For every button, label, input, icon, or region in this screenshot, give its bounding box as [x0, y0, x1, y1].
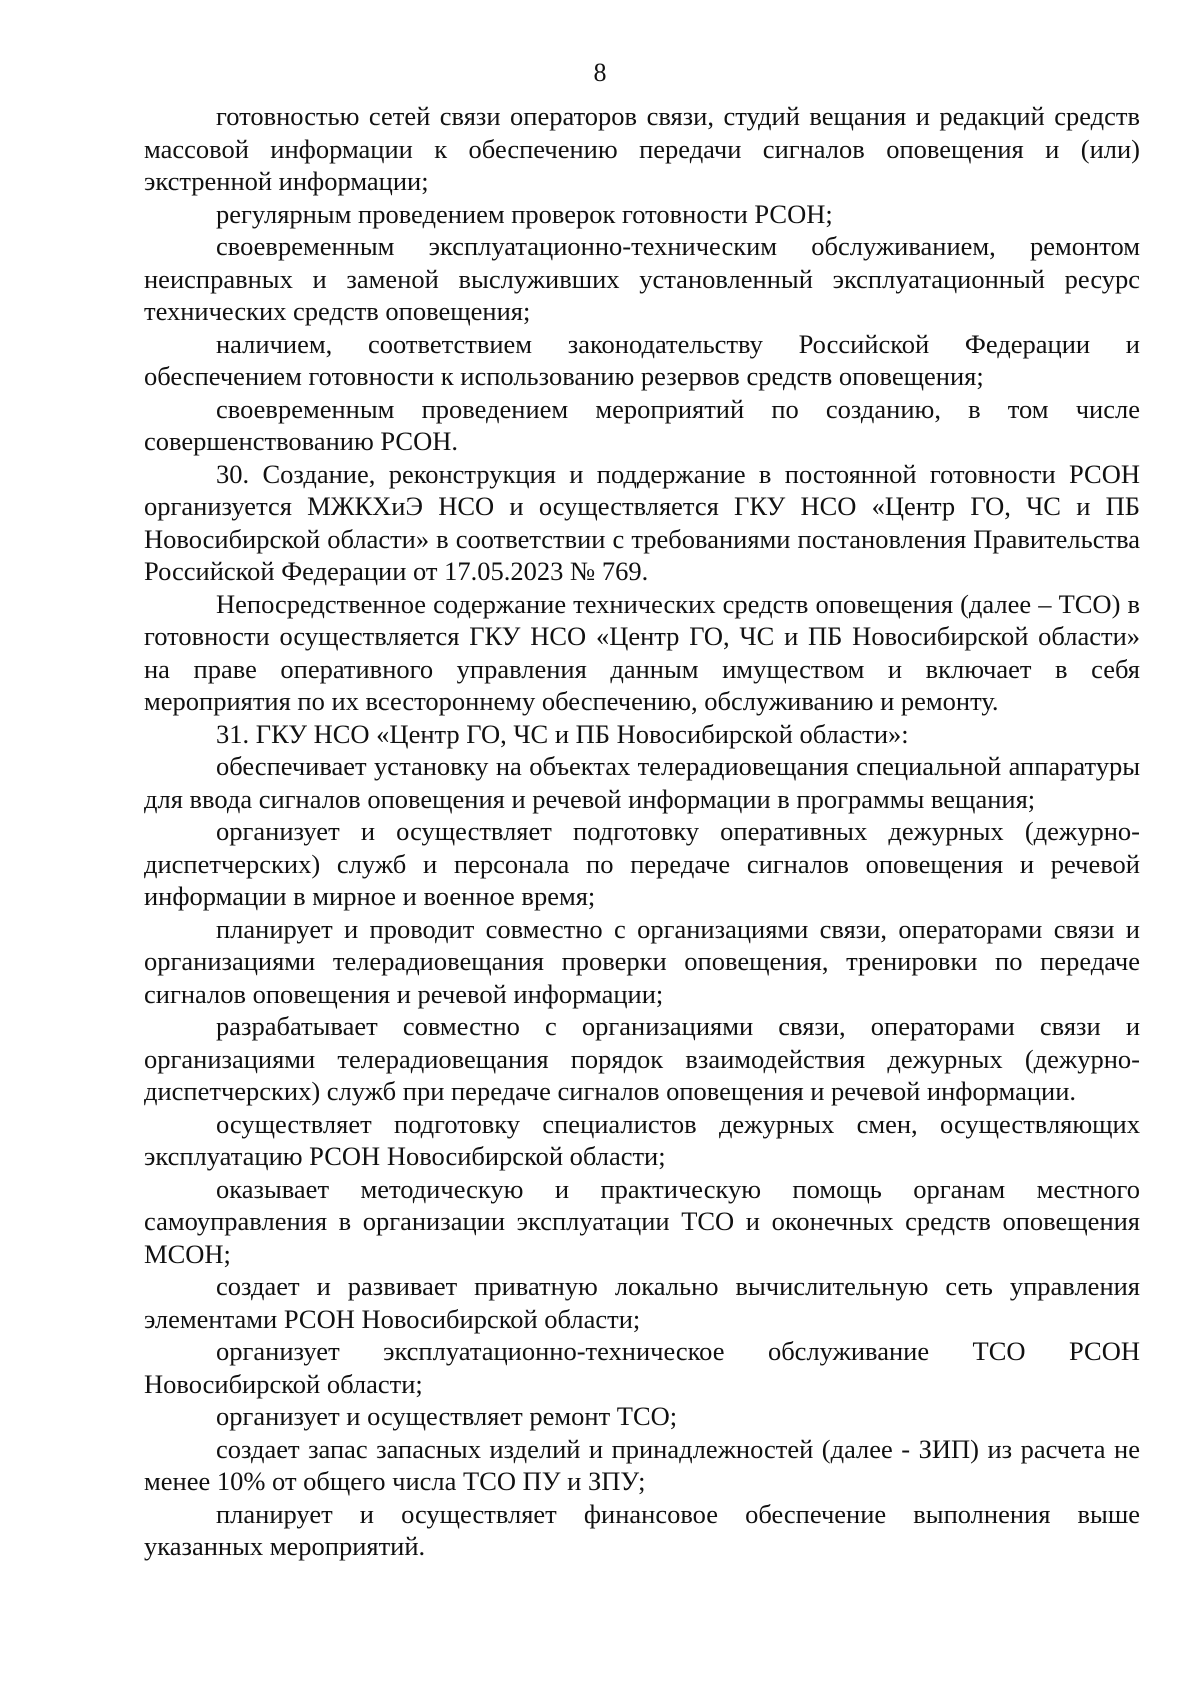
paragraph: обеспечивает установку на объектах телерадиовещания специальной аппаратуры для ввода сигналов оповещения и речевой информации в программы вещания; [144, 751, 1140, 814]
paragraph: регулярным проведением проверок готовности РСОН; [216, 198, 833, 229]
paragraph: планирует и осуществляет финансовое обеспечение выполнения выше указанных мероприятий. [144, 1498, 1140, 1561]
paragraph: своевременным проведением мероприятий по созданию, в том числе совершенствованию РСОН. [144, 393, 1140, 456]
document-body [144, 100, 1140, 1563]
paragraph: Непосредственное содержание технических средств оповещения (далее – ТСО) в готовности осуществляется ГКУ НСО «Центр ГО, ЧС и ПБ Новосибирской области» на праве оперативного управления данным имуществом и включает в себя мероприятия по их всестороннему обеспечению, обслуживанию и ремонту. [144, 588, 1140, 716]
paragraph: осуществляет подготовку специалистов дежурных смен, осуществляющих эксплуатацию РСОН Новосибирской области; [144, 1108, 1140, 1171]
paragraph-item-30: 30. Создание, реконструкция и поддержание в постоянной готовности РСОН организуется МЖКХиЭ НСО и осуществляется ГКУ НСО «Центр ГО, ЧС и ПБ Новосибирской области» в соответствии с требованиями постановления Правительства Российской Федерации от 17.05.2023 № 769. [144, 458, 1140, 586]
paragraph: создает запас запасных изделий и принадлежностей (далее - ЗИП) из расчета не менее 10% от общего числа ТСО ПУ и ЗПУ; [144, 1433, 1140, 1496]
page-number: 8 [593, 58, 607, 87]
paragraph: планирует и проводит совместно с организациями связи, операторами связи и организациями телерадиовещания проверки оповещения, тренировки по передаче сигналов оповещения и речевой информации; [144, 913, 1140, 1009]
paragraph: организует и осуществляет подготовку оперативных дежурных (дежурно-диспетчерских) служб и персонала по передаче сигналов оповещения и речевой информации в мирное и военное время; [144, 816, 1140, 911]
paragraph: организует эксплуатационно-техническое обслуживание ТСО РСОН Новосибирской области; [144, 1336, 1140, 1399]
paragraph: разрабатывает совместно с организациями связи, операторами связи и организациями телерадиовещания порядок взаимодействия дежурных (дежурно-диспетчерских) служб при передаче сигналов оповещения и речевой информации. [144, 1011, 1140, 1106]
paragraph: наличием, соответствием законодательству Российской Федерации и обеспечением готовности к использованию резервов средств оповещения; [144, 328, 1140, 391]
paragraph: организует и осуществляет ремонт ТСО; [216, 1401, 678, 1431]
paragraph: своевременным эксплуатационно-техническим обслуживанием, ремонтом неисправных и заменой выслуживших установленный эксплуатационный ресурс технических средств оповещения; [144, 231, 1140, 326]
paragraph-item-31: 31. ГКУ НСО «Центр ГО, ЧС и ПБ Новосибирской области»: [216, 718, 909, 749]
paragraph: оказывает методическую и практическую помощь органам местного самоуправления в организации эксплуатации ТСО и оконечных средств оповещения МСОН; [144, 1173, 1140, 1269]
paragraph: готовностью сетей связи операторов связи, студий вещания и редакций средств массовой информации к обеспечению передачи сигналов оповещения и (или) экстренной информации; [144, 101, 1140, 196]
paragraph: создает и развивает приватную локально вычислительную сеть управления элементами РСОН Новосибирской области; [144, 1271, 1140, 1334]
